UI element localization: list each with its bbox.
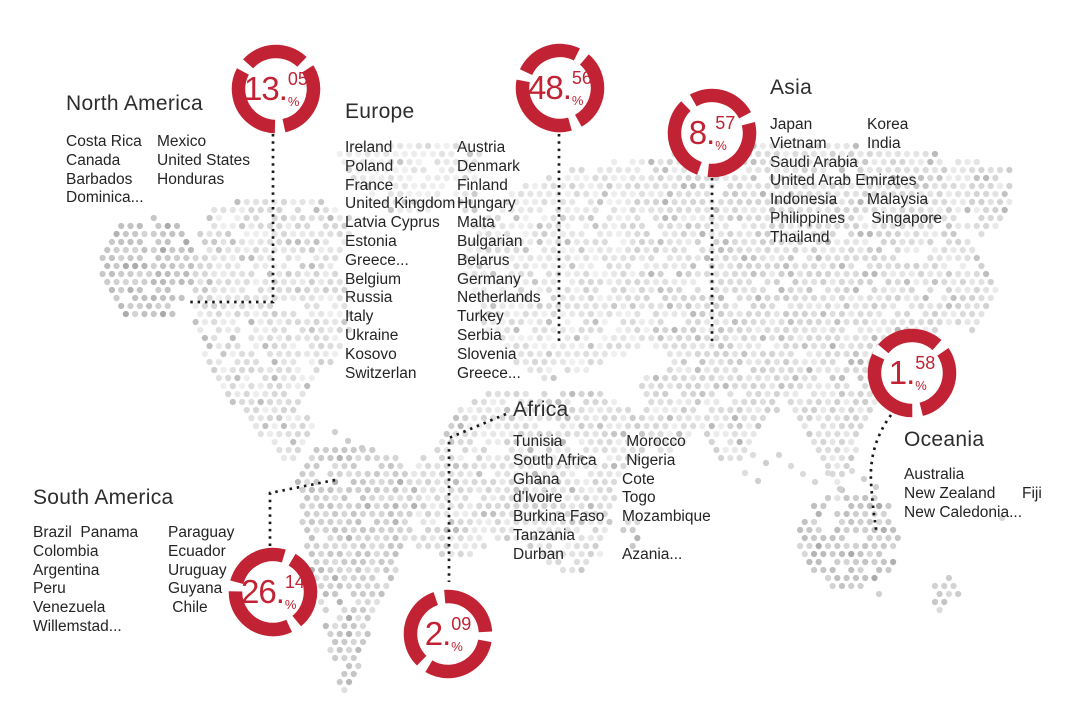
country-label: Serbia bbox=[457, 326, 502, 344]
country-label bbox=[622, 527, 711, 546]
donut-africa bbox=[398, 584, 498, 684]
country-label bbox=[867, 172, 942, 191]
country-label: Tanzania bbox=[513, 526, 576, 544]
region-title-oceania: Oceania bbox=[904, 428, 985, 451]
donut-value-north-america bbox=[226, 39, 326, 139]
country-label: Togo bbox=[622, 489, 656, 507]
donut-percent-sign: % bbox=[915, 377, 927, 393]
donut-value-europe bbox=[510, 38, 610, 138]
country-label: France bbox=[345, 176, 394, 194]
country-label: Guyana bbox=[168, 580, 223, 598]
country-label: Durban bbox=[513, 545, 564, 563]
donut-europe bbox=[510, 38, 610, 138]
country-label: New Zealand bbox=[904, 484, 996, 502]
country-label: Greece... bbox=[457, 364, 521, 382]
region-africa bbox=[513, 398, 711, 565]
region-title-europe: Europe bbox=[345, 100, 415, 123]
donut-value-frac: 14 bbox=[284, 571, 305, 592]
donut-south-america bbox=[223, 542, 323, 642]
country-label: Chile bbox=[168, 599, 208, 617]
country-label: United States bbox=[157, 151, 251, 169]
country-label: Ghana bbox=[513, 470, 560, 488]
country-label: Austria bbox=[457, 139, 506, 156]
country-label bbox=[1022, 504, 1042, 523]
country-list-oceania bbox=[904, 466, 1042, 522]
country-label: Kosovo bbox=[345, 345, 397, 363]
country-label bbox=[1022, 466, 1042, 485]
region-title-africa: Africa bbox=[513, 398, 569, 421]
country-label: Brazil Panama bbox=[33, 524, 139, 541]
country-label: Colombia bbox=[33, 542, 99, 560]
donut-north-america bbox=[226, 39, 326, 139]
country-label: Peru bbox=[33, 580, 66, 598]
country-label: Switzerlan bbox=[345, 364, 417, 382]
country-label: Costa Rica bbox=[66, 133, 142, 150]
region-south-america bbox=[33, 486, 234, 637]
donut-value-frac: 56 bbox=[571, 67, 592, 88]
country-list-south-america bbox=[33, 524, 234, 637]
country-label: Canada bbox=[66, 151, 121, 169]
country-label: Estonia bbox=[345, 232, 397, 250]
region-title-south-america: South America bbox=[33, 486, 174, 509]
country-label: Azania... bbox=[622, 545, 683, 563]
country-label: Latvia Cyprus bbox=[345, 214, 440, 232]
country-label: Mexico bbox=[157, 133, 207, 150]
donut-percent-sign: % bbox=[284, 596, 297, 612]
country-label: Ecuador bbox=[168, 542, 226, 560]
country-label: Nigeria bbox=[622, 451, 676, 469]
donut-value-frac: 09 bbox=[451, 613, 472, 634]
country-label: Honduras bbox=[157, 170, 225, 188]
country-label: Philippines bbox=[770, 209, 845, 227]
donut-value-frac: 57 bbox=[715, 112, 736, 133]
country-label: United Arab Emirates bbox=[770, 172, 917, 190]
country-label: New Caledonia... bbox=[904, 503, 1023, 521]
country-label: Cote bbox=[622, 470, 655, 488]
country-label: Bulgarian bbox=[457, 232, 523, 250]
country-label: India bbox=[867, 134, 901, 152]
country-label: Finland bbox=[457, 176, 508, 194]
country-label: Netherlands bbox=[457, 289, 541, 307]
country-label: Venezuela bbox=[33, 599, 106, 617]
donut-value-oceania bbox=[862, 323, 962, 423]
country-label: Malaysia bbox=[867, 191, 929, 209]
country-label: Japan bbox=[770, 116, 813, 133]
region-asia bbox=[770, 76, 942, 248]
country-label: Mozambique bbox=[622, 508, 711, 526]
country-label: Slovenia bbox=[457, 345, 517, 363]
country-label: Denmark bbox=[457, 157, 520, 175]
country-label bbox=[157, 189, 250, 208]
country-label: Thailand bbox=[770, 228, 830, 246]
country-label: Paraguay bbox=[168, 524, 235, 541]
region-north-america bbox=[66, 92, 250, 208]
connector-south-america bbox=[270, 480, 335, 546]
country-label: Morocco bbox=[622, 433, 686, 450]
connector-africa bbox=[449, 414, 506, 582]
donut-value-frac: 58 bbox=[915, 352, 936, 373]
country-list-europe bbox=[345, 139, 541, 383]
country-label: Hungary bbox=[457, 195, 516, 213]
country-label: Ukraine bbox=[345, 326, 399, 344]
region-title-north-america: North America bbox=[66, 92, 203, 115]
donut-percent-sign: % bbox=[451, 638, 463, 654]
country-label: Dominica... bbox=[66, 189, 144, 207]
donut-percent-sign: % bbox=[287, 93, 300, 109]
country-label: Vietnam bbox=[770, 134, 827, 152]
country-list-north-america bbox=[66, 133, 250, 208]
donut-asia bbox=[662, 83, 762, 183]
donut-value-asia bbox=[662, 83, 762, 183]
donut-value-main: 26. bbox=[241, 573, 284, 610]
country-label: South Africa bbox=[513, 451, 597, 469]
country-label: Ireland bbox=[345, 139, 393, 156]
country-label: d'Ivoire bbox=[513, 489, 563, 507]
donut-percent-sign: % bbox=[571, 92, 584, 108]
donut-value-main: 1. bbox=[888, 354, 915, 391]
donut-percent-sign: % bbox=[715, 137, 727, 153]
donut-value-main: 48. bbox=[528, 69, 571, 106]
region-oceania bbox=[904, 428, 1042, 522]
country-label: Singapore bbox=[867, 209, 942, 227]
country-list-africa bbox=[513, 433, 711, 565]
country-label: Belgium bbox=[345, 270, 401, 288]
country-label: Fiji bbox=[1022, 484, 1042, 502]
country-label: Australia bbox=[904, 466, 965, 483]
country-label: Tunisia bbox=[513, 433, 563, 450]
country-label: Germany bbox=[457, 270, 521, 288]
country-label: United Kingdom bbox=[345, 195, 456, 213]
donut-value-africa bbox=[398, 584, 498, 684]
donut-value-frac: 05 bbox=[287, 68, 308, 89]
country-label: Saudi Arabia bbox=[770, 153, 858, 171]
country-label: Turkey bbox=[457, 308, 504, 326]
country-label bbox=[867, 154, 942, 173]
country-label bbox=[867, 229, 942, 248]
country-label: Malta bbox=[457, 214, 495, 232]
country-label: Willemstad... bbox=[33, 617, 122, 635]
region-title-asia: Asia bbox=[770, 76, 813, 99]
country-label: Russia bbox=[345, 289, 393, 307]
country-label: Argentina bbox=[33, 561, 100, 579]
connector-oceania bbox=[871, 415, 891, 534]
donut-value-main: 2. bbox=[424, 615, 451, 652]
country-label: Korea bbox=[867, 116, 909, 133]
region-europe bbox=[345, 100, 541, 383]
country-label: Indonesia bbox=[770, 191, 838, 209]
country-label: Barbados bbox=[66, 170, 133, 188]
country-label: Poland bbox=[345, 157, 394, 175]
country-list-asia bbox=[770, 116, 942, 248]
country-label: Greece... bbox=[345, 251, 409, 269]
donut-oceania bbox=[862, 323, 962, 423]
country-label: Burkina Faso bbox=[513, 508, 605, 526]
donut-value-main: 13. bbox=[244, 70, 287, 107]
donut-value-south-america bbox=[223, 542, 323, 642]
country-label: Uruguay bbox=[168, 561, 227, 579]
country-label: Belarus bbox=[457, 251, 510, 269]
country-label: Italy bbox=[345, 308, 374, 326]
donut-value-main: 8. bbox=[688, 114, 715, 151]
